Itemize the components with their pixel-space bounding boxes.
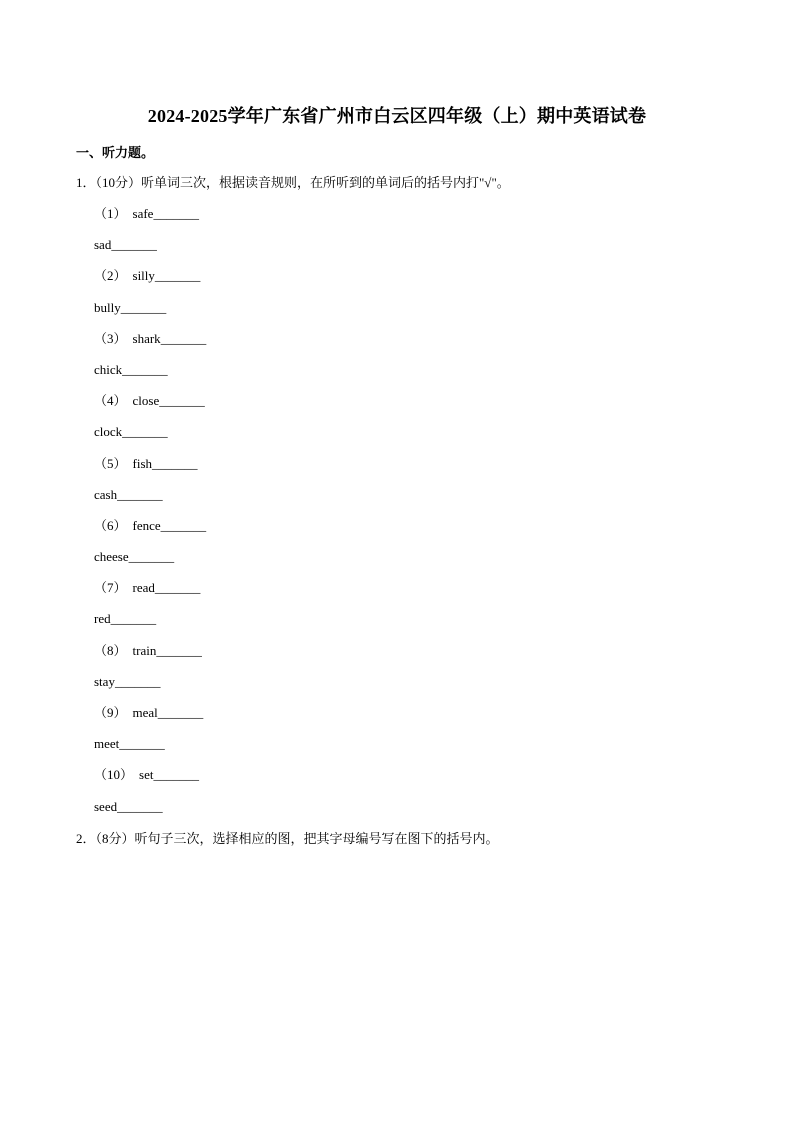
list-item (94, 517, 206, 548)
item-word: cheese _______ (94, 549, 174, 564)
item-word: cash _______ (94, 487, 163, 502)
list-item (94, 299, 206, 330)
list-item (94, 267, 206, 298)
item-number: （1） (94, 206, 127, 221)
item-number: （8） (94, 642, 127, 658)
list-item (94, 735, 206, 766)
list-item (94, 423, 206, 454)
item-word: clock _______ (94, 424, 168, 439)
item-number: （7） (94, 580, 127, 596)
item-number: （5） (94, 455, 127, 471)
item-word: chick _______ (94, 362, 168, 377)
item-word: silly _______ (133, 268, 201, 283)
item-word: fence _______ (133, 518, 207, 533)
item-number: （2） (94, 268, 127, 284)
item-word: sad _______ (94, 237, 157, 252)
item-number: （4） (94, 393, 127, 409)
list-item (94, 330, 206, 361)
list-item (94, 642, 206, 673)
section-heading-listening: 一、听力题。 (76, 145, 155, 160)
page-title: 2024-2025学年广东省广州市白云区四年级（上）期中英语试卷 (147, 106, 647, 126)
list-item (94, 548, 206, 579)
list-item (94, 486, 206, 517)
item-word: read _______ (133, 580, 201, 595)
item-word: meet _______ (94, 736, 165, 751)
list-item (94, 673, 206, 704)
item-word: stay _______ (94, 674, 160, 689)
list-item (94, 361, 206, 392)
list-item (94, 455, 206, 486)
item-word: red _______ (94, 611, 156, 626)
list-item (94, 236, 206, 267)
list-item (94, 610, 206, 641)
word-list (94, 205, 206, 829)
item-word: safe _______ (133, 206, 199, 221)
item-word: fish _______ (133, 456, 198, 471)
list-item (94, 766, 206, 797)
list-item (94, 704, 206, 735)
item-number: （10） (94, 767, 134, 783)
item-number: （9） (94, 705, 127, 720)
list-item (94, 392, 206, 423)
list-item (94, 205, 206, 236)
item-word: set _______ (139, 767, 199, 782)
item-word: close _______ (133, 393, 205, 408)
item-word: bully _______ (94, 300, 166, 315)
item-number: （3） (94, 330, 127, 346)
item-word: seed _______ (94, 799, 163, 814)
item-word: train _______ (133, 643, 202, 658)
item-number: （6） (94, 517, 127, 533)
list-item (94, 579, 206, 610)
question-2-text: 2．（8分）听句子三次，选择相应的图，把其字母编号写在图下的括号内。 (76, 831, 499, 846)
list-item (94, 798, 206, 829)
item-word: meal _______ (133, 705, 204, 720)
item-word: shark _______ (133, 331, 207, 346)
question-1-text: 1．（10分）听单词三次，根据读音规则，在所听到的单词后的括号内打"√"。 (76, 175, 510, 190)
